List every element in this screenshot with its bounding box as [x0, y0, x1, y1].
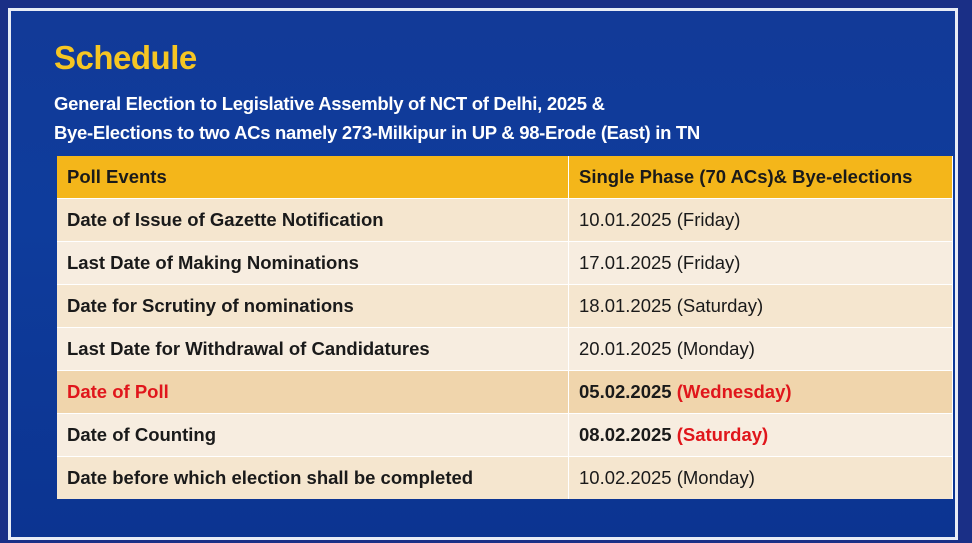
- event-cell: Date before which election shall be completed: [57, 457, 569, 500]
- header-poll-events: Poll Events: [57, 156, 569, 199]
- date: 18.01.2025: [579, 295, 672, 316]
- date: 10.02.2025: [579, 467, 672, 488]
- slide-title: Schedule: [54, 39, 197, 76]
- date-cell: [569, 414, 953, 457]
- table-row-poll: [57, 371, 953, 414]
- slide: [8, 8, 958, 540]
- subtitle-line-1: General Election to Legislative Assembly of NCT of Delhi, 2025 &: [54, 93, 605, 114]
- table-row: [57, 328, 953, 371]
- date-cell: [569, 328, 953, 371]
- day: (Friday): [676, 252, 741, 273]
- table-row-counting: [57, 414, 953, 457]
- date-cell: [569, 371, 953, 414]
- event-cell: Last Date of Making Nominations: [57, 242, 569, 285]
- schedule-table: [57, 156, 953, 499]
- date: 10.01.2025: [579, 209, 672, 230]
- event-cell: Last Date for Withdrawal of Candidatures: [57, 328, 569, 371]
- day: (Monday): [676, 338, 755, 359]
- date: 17.01.2025: [579, 252, 672, 273]
- subtitle-line-2: Bye-Elections to two ACs namely 273-Milkipur in UP & 98-Erode (East) in TN: [54, 122, 700, 143]
- event-cell: Date of Poll: [57, 371, 569, 414]
- day: (Wednesday): [676, 381, 792, 402]
- event-cell: Date for Scrutiny of nominations: [57, 285, 569, 328]
- event-cell: Date of Issue of Gazette Notification: [57, 199, 569, 242]
- day: (Saturday): [676, 295, 764, 316]
- table-header-row: [57, 156, 953, 199]
- event-cell: Date of Counting: [57, 414, 569, 457]
- table-row: [57, 457, 953, 500]
- table-row: [57, 285, 953, 328]
- day: (Monday): [676, 467, 755, 488]
- date-cell: [569, 285, 953, 328]
- header-phase: Single Phase (70 ACs)& Bye-elections: [569, 156, 953, 199]
- day: (Saturday): [676, 424, 769, 445]
- day: (Friday): [676, 209, 741, 230]
- date-cell: [569, 242, 953, 285]
- date-cell: [569, 199, 953, 242]
- table-row: [57, 242, 953, 285]
- table-row: [57, 199, 953, 242]
- date-cell: [569, 457, 953, 500]
- date: 08.02.2025: [579, 424, 672, 445]
- date: 20.01.2025: [579, 338, 672, 359]
- date: 05.02.2025: [579, 381, 672, 402]
